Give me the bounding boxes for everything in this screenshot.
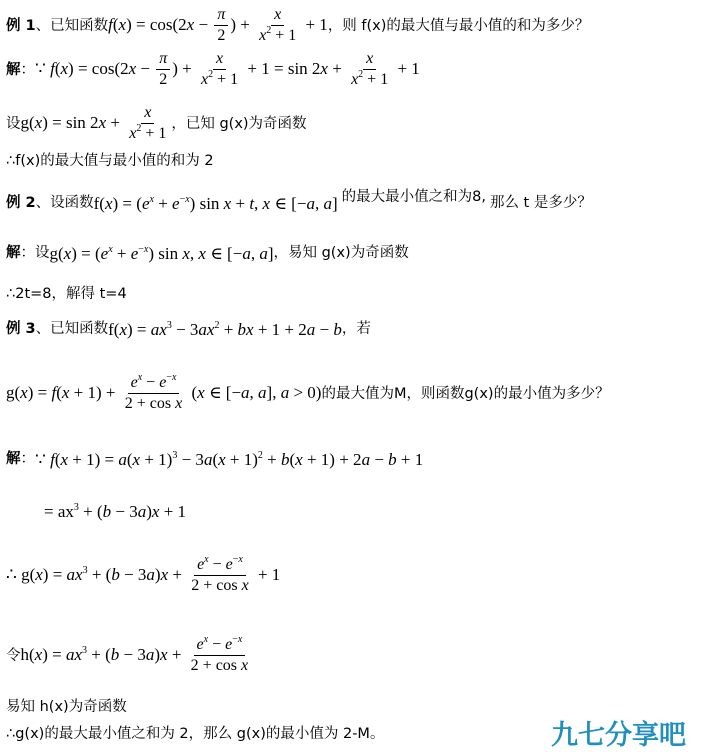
example-2-conclusion: ∴2t=8，解得 t=4	[6, 286, 127, 302]
example-1-solution-colon: ：	[20, 61, 35, 78]
example-2-solution-intro: ：设	[20, 245, 50, 262]
example-3-conclusion: ∴g(x)的最大最小值之和为 2，那么 g(x)的最小值为 2-M。	[6, 726, 385, 742]
example-3-h-definition	[6, 636, 253, 676]
example-1-solution	[6, 50, 420, 90]
example-3-intro: 、已知函数	[35, 321, 109, 338]
example-3-g-formula: g(x) = f(x + 1) + $\frac{e^x - e^{-x}}{\text{2 + cos x}}$ (x ∈ [−a, a], a > 0)	[6, 372, 322, 413]
example-1-label: 例 1	[6, 17, 36, 34]
example-3-solution-label: 解	[6, 451, 21, 468]
example-1-question: ，则 f(x)的最大值与最小值的和为多少？	[327, 17, 590, 34]
example-3-solution-colon: ：	[20, 451, 35, 468]
g-odd-note: ，已知 g(x)为奇函数	[171, 115, 307, 132]
example-2-formula: $f(x) = (e^x + e^{-x})$ sin x + t, x ∈ [−a, a]	[93, 194, 338, 213]
example-3-solution	[6, 451, 423, 468]
example-2-solution-label: 解	[6, 245, 21, 262]
example-1-solution-label: 解	[6, 61, 21, 78]
g-definition-formula: g(x) = sin 2x + $\frac{x}{x^2 + 1}$	[20, 104, 167, 143]
example-2-intro: 、设函数	[35, 195, 94, 212]
example-3-odd-note: 易知 h(x)为奇函数	[6, 699, 127, 715]
example-1-solution-formula: ∵ f(x) = cos(2x − $\frac{\pi}{2}$ ) + $\frac{x}{x^2 + 1}$ + 1 = sin 2x + $\frac{x}{x^2 + 1}$ + 1	[35, 50, 420, 89]
example-3-g-definition	[6, 374, 610, 414]
example-3-tail: ，若	[341, 321, 371, 338]
let-h-text: 令	[6, 647, 21, 664]
set-g-text: 设	[6, 115, 21, 132]
example-2-statement	[6, 189, 592, 213]
example-3-g-result-formula: ∴ $g(x) = ax^3 + (b - 3a)x$ + $\frac{e^x - e^{-x}}{\text{2 + cos x}}$ + 1	[6, 554, 281, 595]
example-3-h-formula: $h(x) = ax^3 + (b - 3a)x$ + $\frac{e^x - e^{-x}}{\text{2 + cos x}}$	[20, 634, 249, 675]
example-1-statement	[6, 6, 589, 46]
example-1-conclusion: ∴f(x)的最大值与最小值的和为 2	[6, 153, 214, 169]
example-3-statement	[6, 321, 371, 338]
watermark-logo: 九七分享吧	[551, 720, 686, 751]
example-3-simplified	[44, 503, 186, 520]
example-1-define-g	[6, 104, 307, 144]
example-1-formula: f(x) = cos(2x − $\frac{\pi}{2}$ ) + $\frac{x}{x^2 + 1}$ + 1	[108, 6, 328, 45]
example-3-label: 例 3	[6, 321, 36, 338]
example-3-formula: $f(x) = ax^3 - 3ax^2$ + bx + 1 + 2a − b	[108, 320, 342, 339]
example-2-solution-formula: $g(x) = (e^x + e^{-x})$ sin x, x ∈ [−a, a]	[49, 244, 274, 263]
example-3-simplified-formula: = $ax^3 + (b - 3a)x + 1$	[44, 502, 187, 521]
example-2-tail-b: 那么 t 是多少？	[489, 195, 592, 212]
example-2-solution-tail: ，易知 g(x)为奇函数	[273, 245, 409, 262]
example-2-tail-a: 的最大最小值之和为8,	[341, 189, 486, 206]
example-3-question: 的最大值为M，则函数g(x)的最小值为多少？	[321, 385, 610, 402]
example-3-g-result	[6, 556, 280, 596]
example-3-solution-formula: ∵ $f(x + 1) = a(x + 1)^3 - 3a(x + 1)^2 + b(x + 1) + 2a - b + 1$	[35, 450, 424, 469]
example-1-intro: 、已知函数	[35, 17, 109, 34]
example-2-solution	[6, 245, 409, 262]
example-2-label: 例 2	[6, 195, 36, 212]
